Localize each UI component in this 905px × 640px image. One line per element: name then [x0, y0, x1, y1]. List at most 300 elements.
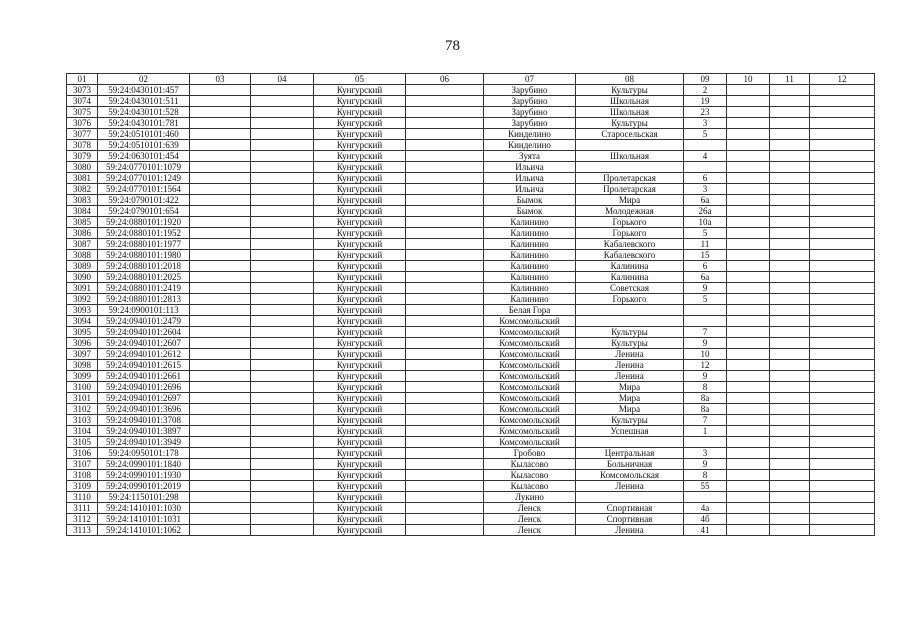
table-cell-col-02: 59:24:0430101:528	[98, 107, 190, 118]
table-row	[67, 459, 875, 470]
table-cell-col-07: Ленск	[484, 514, 576, 525]
table-cell-col-06	[406, 481, 484, 492]
table-cell-col-07: Калинино	[484, 261, 576, 272]
table-cell-col-02: 59:24:1150101:298	[98, 492, 190, 503]
table-cell-col-12	[810, 393, 875, 404]
table-cell-col-05: Кунгурский	[314, 305, 406, 316]
table-cell-col-10	[727, 426, 770, 437]
table-cell-col-05: Кунгурский	[314, 151, 406, 162]
table-cell-col-04	[251, 503, 314, 514]
table-cell-col-07: Комсомольский	[484, 426, 576, 437]
table-row	[67, 184, 875, 195]
table-cell-col-08: Культуры	[576, 415, 684, 426]
table-cell-col-03	[190, 503, 251, 514]
table-cell-col-04	[251, 228, 314, 239]
table-cell-col-10	[727, 448, 770, 459]
table-cell-col-07: Калинино	[484, 283, 576, 294]
table-cell-col-02: 59:24:0940101:3949	[98, 437, 190, 448]
table-cell-col-01: 3096	[67, 338, 98, 349]
table-cell-col-06	[406, 338, 484, 349]
table-cell-col-08: Калинина	[576, 261, 684, 272]
table-cell-col-06	[406, 129, 484, 140]
table-cell-col-01: 3113	[67, 525, 98, 536]
table-cell-col-04	[251, 448, 314, 459]
table-cell-col-11	[770, 327, 810, 338]
table-cell-col-12	[810, 492, 875, 503]
table-cell-col-11	[770, 151, 810, 162]
table-cell-col-09: 19	[684, 96, 727, 107]
table-cell-col-01: 3087	[67, 239, 98, 250]
table-cell-col-12	[810, 338, 875, 349]
table-row	[67, 514, 875, 525]
table-cell-col-09: 8	[684, 382, 727, 393]
table-cell-col-07: Комсомольский	[484, 415, 576, 426]
table-cell-col-12	[810, 184, 875, 195]
table-cell-col-01: 3089	[67, 261, 98, 272]
table-cell-col-04	[251, 305, 314, 316]
table-cell-col-09: 7	[684, 327, 727, 338]
table-cell-col-06	[406, 85, 484, 96]
table-cell-col-09: 4а	[684, 503, 727, 514]
table-cell-col-08	[576, 140, 684, 151]
table-cell-col-11	[770, 459, 810, 470]
column-header-04: 04	[251, 74, 314, 85]
table-cell-col-09: 55	[684, 481, 727, 492]
table-cell-col-03	[190, 305, 251, 316]
table-cell-col-02: 59:24:0990101:1840	[98, 459, 190, 470]
table-cell-col-01: 3074	[67, 96, 98, 107]
table-cell-col-10	[727, 338, 770, 349]
table-cell-col-04	[251, 96, 314, 107]
table-cell-col-02: 59:24:0940101:2479	[98, 316, 190, 327]
table-cell-col-08: Спортивная	[576, 514, 684, 525]
table-cell-col-08: Пролетарская	[576, 184, 684, 195]
table-cell-col-06	[406, 239, 484, 250]
table-cell-col-09: 10а	[684, 217, 727, 228]
table-cell-col-04	[251, 349, 314, 360]
table-cell-col-09: 6а	[684, 272, 727, 283]
table-cell-col-04	[251, 404, 314, 415]
table-cell-col-10	[727, 85, 770, 96]
table-cell-col-03	[190, 140, 251, 151]
table-cell-col-07: Калинино	[484, 250, 576, 261]
table-cell-col-03	[190, 448, 251, 459]
table-cell-col-10	[727, 250, 770, 261]
column-header-05: 05	[314, 74, 406, 85]
table-cell-col-01: 3104	[67, 426, 98, 437]
table-row	[67, 371, 875, 382]
table-cell-col-09: 2	[684, 85, 727, 96]
table-cell-col-03	[190, 195, 251, 206]
table-cell-col-05: Кунгурский	[314, 118, 406, 129]
table-cell-col-06	[406, 283, 484, 294]
table-cell-col-03	[190, 96, 251, 107]
table-cell-col-06	[406, 250, 484, 261]
table-cell-col-05: Кунгурский	[314, 393, 406, 404]
table-cell-col-12	[810, 107, 875, 118]
table-cell-col-11	[770, 360, 810, 371]
table-cell-col-03	[190, 481, 251, 492]
table-cell-col-04	[251, 250, 314, 261]
table-cell-col-09	[684, 162, 727, 173]
table-cell-col-08: Ленина	[576, 525, 684, 536]
table-cell-col-07: Ильича	[484, 173, 576, 184]
table-cell-col-08: Пролетарская	[576, 173, 684, 184]
table-cell-col-03	[190, 437, 251, 448]
table-cell-col-03	[190, 459, 251, 470]
table-row	[67, 195, 875, 206]
table-cell-col-07: Калинино	[484, 228, 576, 239]
table-cell-col-04	[251, 140, 314, 151]
table-cell-col-09: 8а	[684, 404, 727, 415]
table-cell-col-03	[190, 327, 251, 338]
table-cell-col-11	[770, 239, 810, 250]
table-cell-col-10	[727, 514, 770, 525]
table-cell-col-07: Комсомольский	[484, 338, 576, 349]
table-cell-col-01: 3111	[67, 503, 98, 514]
table-cell-col-09: 3	[684, 448, 727, 459]
table-cell-col-10	[727, 470, 770, 481]
table-cell-col-03	[190, 426, 251, 437]
table-cell-col-08: Горького	[576, 217, 684, 228]
table-cell-col-12	[810, 195, 875, 206]
table-cell-col-02: 59:24:1410101:1031	[98, 514, 190, 525]
table-cell-col-10	[727, 162, 770, 173]
table-cell-col-04	[251, 162, 314, 173]
table-cell-col-04	[251, 217, 314, 228]
table-cell-col-06	[406, 492, 484, 503]
table-cell-col-11	[770, 470, 810, 481]
table-cell-col-04	[251, 261, 314, 272]
table-row	[67, 481, 875, 492]
table-cell-col-03	[190, 492, 251, 503]
table-cell-col-04	[251, 107, 314, 118]
table-cell-col-05: Кунгурский	[314, 382, 406, 393]
table-cell-col-11	[770, 294, 810, 305]
table-cell-col-08	[576, 316, 684, 327]
table-cell-col-12	[810, 272, 875, 283]
table-cell-col-04	[251, 151, 314, 162]
table-cell-col-04	[251, 316, 314, 327]
table-cell-col-01: 3098	[67, 360, 98, 371]
table-cell-col-04	[251, 492, 314, 503]
table-cell-col-06	[406, 404, 484, 415]
table-cell-col-05: Кунгурский	[314, 184, 406, 195]
table-cell-col-08	[576, 162, 684, 173]
table-cell-col-08: Горького	[576, 228, 684, 239]
table-cell-col-05: Кунгурский	[314, 525, 406, 536]
table-cell-col-05: Кунгурский	[314, 217, 406, 228]
table-cell-col-04	[251, 514, 314, 525]
table-cell-col-08: Кабалевского	[576, 250, 684, 261]
table-cell-col-07: Комсомольский	[484, 316, 576, 327]
table-cell-col-09: 9	[684, 371, 727, 382]
table-cell-col-06	[406, 437, 484, 448]
table-cell-col-10	[727, 349, 770, 360]
table-cell-col-05: Кунгурский	[314, 206, 406, 217]
table-cell-col-02: 59:24:0880101:2025	[98, 272, 190, 283]
table-cell-col-05: Кунгурский	[314, 437, 406, 448]
table-row	[67, 107, 875, 118]
table-cell-col-12	[810, 525, 875, 536]
table-cell-col-10	[727, 118, 770, 129]
table-cell-col-12	[810, 239, 875, 250]
table-cell-col-05: Кунгурский	[314, 514, 406, 525]
table-row	[67, 338, 875, 349]
table-cell-col-03	[190, 349, 251, 360]
table-cell-col-08: Успешная	[576, 426, 684, 437]
table-cell-col-05: Кунгурский	[314, 96, 406, 107]
table-cell-col-11	[770, 382, 810, 393]
table-cell-col-03	[190, 393, 251, 404]
table-cell-col-08: Ленина	[576, 360, 684, 371]
table-cell-col-11	[770, 525, 810, 536]
table-cell-col-09: 9	[684, 338, 727, 349]
table-cell-col-02: 59:24:0880101:2018	[98, 261, 190, 272]
table-cell-col-03	[190, 382, 251, 393]
table-cell-col-11	[770, 305, 810, 316]
table-cell-col-05: Кунгурский	[314, 426, 406, 437]
table-cell-col-05: Кунгурский	[314, 349, 406, 360]
table-cell-col-12	[810, 85, 875, 96]
table-cell-col-11	[770, 415, 810, 426]
table-cell-col-03	[190, 151, 251, 162]
table-cell-col-06	[406, 228, 484, 239]
table-cell-col-04	[251, 85, 314, 96]
table-row	[67, 426, 875, 437]
table-cell-col-04	[251, 393, 314, 404]
table-cell-col-05: Кунгурский	[314, 492, 406, 503]
table-cell-col-09: 8	[684, 470, 727, 481]
table-cell-col-09: 11	[684, 239, 727, 250]
table-cell-col-10	[727, 503, 770, 514]
table-cell-col-09: 15	[684, 250, 727, 261]
table-cell-col-01: 3090	[67, 272, 98, 283]
table-cell-col-04	[251, 184, 314, 195]
table-cell-col-01: 3085	[67, 217, 98, 228]
table-cell-col-06	[406, 393, 484, 404]
table-cell-col-12	[810, 437, 875, 448]
table-cell-col-08: Ленина	[576, 349, 684, 360]
table-cell-col-10	[727, 140, 770, 151]
table-cell-col-08: Культуры	[576, 338, 684, 349]
table-cell-col-09: 10	[684, 349, 727, 360]
table-cell-col-09: 6	[684, 261, 727, 272]
table-cell-col-08: Культуры	[576, 118, 684, 129]
table-cell-col-10	[727, 151, 770, 162]
table-cell-col-03	[190, 261, 251, 272]
table-row	[67, 151, 875, 162]
table-cell-col-11	[770, 272, 810, 283]
table-cell-col-03	[190, 228, 251, 239]
table-cell-col-12	[810, 514, 875, 525]
table-cell-col-07: Зарубино	[484, 107, 576, 118]
table-row	[67, 85, 875, 96]
table-cell-col-07: Калинино	[484, 239, 576, 250]
table-cell-col-10	[727, 261, 770, 272]
table-row	[67, 261, 875, 272]
table-cell-col-09: 5	[684, 294, 727, 305]
table-cell-col-04	[251, 481, 314, 492]
table-cell-col-02: 59:24:0880101:1980	[98, 250, 190, 261]
table-cell-col-05: Кунгурский	[314, 360, 406, 371]
table-cell-col-02: 59:24:0430101:781	[98, 118, 190, 129]
table-cell-col-04	[251, 173, 314, 184]
table-cell-col-05: Кунгурский	[314, 140, 406, 151]
table-row	[67, 305, 875, 316]
table-cell-col-05: Кунгурский	[314, 173, 406, 184]
table-cell-col-03	[190, 118, 251, 129]
table-cell-col-12	[810, 261, 875, 272]
table-cell-col-08: Школьная	[576, 96, 684, 107]
table-row	[67, 327, 875, 338]
table-cell-col-06	[406, 118, 484, 129]
table-cell-col-10	[727, 283, 770, 294]
table-cell-col-12	[810, 382, 875, 393]
table-row	[67, 503, 875, 514]
table-cell-col-06	[406, 316, 484, 327]
table-cell-col-07: Зуята	[484, 151, 576, 162]
table-cell-col-06	[406, 217, 484, 228]
table-cell-col-12	[810, 294, 875, 305]
table-cell-col-07: Бымок	[484, 206, 576, 217]
table-cell-col-01: 3103	[67, 415, 98, 426]
table-cell-col-02: 59:24:0940101:2696	[98, 382, 190, 393]
table-cell-col-11	[770, 184, 810, 195]
table-cell-col-06	[406, 162, 484, 173]
table-cell-col-12	[810, 305, 875, 316]
table-cell-col-08: Спортивная	[576, 503, 684, 514]
table-cell-col-11	[770, 107, 810, 118]
table-cell-col-03	[190, 217, 251, 228]
table-cell-col-10	[727, 382, 770, 393]
table-row	[67, 349, 875, 360]
table-cell-col-02: 59:24:0880101:2419	[98, 283, 190, 294]
table-row	[67, 173, 875, 184]
table-cell-col-07: Белая Гора	[484, 305, 576, 316]
table-cell-col-10	[727, 195, 770, 206]
table-cell-col-10	[727, 393, 770, 404]
table-cell-col-06	[406, 305, 484, 316]
table-cell-col-02: 59:24:0630101:454	[98, 151, 190, 162]
table-cell-col-05: Кунгурский	[314, 371, 406, 382]
table-row	[67, 250, 875, 261]
table-cell-col-02: 59:24:0770101:1079	[98, 162, 190, 173]
table-cell-col-04	[251, 283, 314, 294]
table-cell-col-04	[251, 129, 314, 140]
table-cell-col-12	[810, 217, 875, 228]
table-cell-col-11	[770, 228, 810, 239]
table-cell-col-01: 3092	[67, 294, 98, 305]
table-cell-col-06	[406, 294, 484, 305]
table-cell-col-05: Кунгурский	[314, 294, 406, 305]
table-cell-col-07: Комсомольский	[484, 393, 576, 404]
table-cell-col-11	[770, 393, 810, 404]
table-cell-col-06	[406, 107, 484, 118]
table-cell-col-01: 3091	[67, 283, 98, 294]
table-cell-col-01: 3073	[67, 85, 98, 96]
table-cell-col-01: 3078	[67, 140, 98, 151]
table-cell-col-03	[190, 107, 251, 118]
column-header-10: 10	[727, 74, 770, 85]
table-cell-col-09: 6	[684, 173, 727, 184]
table-cell-col-02: 59:24:0940101:2661	[98, 371, 190, 382]
table-cell-col-06	[406, 272, 484, 283]
table-cell-col-11	[770, 437, 810, 448]
table-row	[67, 206, 875, 217]
table-cell-col-12	[810, 151, 875, 162]
table-cell-col-10	[727, 316, 770, 327]
table-row	[67, 217, 875, 228]
table-cell-col-10	[727, 107, 770, 118]
table-row	[67, 129, 875, 140]
table-cell-col-08: Школьная	[576, 151, 684, 162]
table-cell-col-10	[727, 404, 770, 415]
table-cell-col-07: Ильича	[484, 162, 576, 173]
table-cell-col-09: 4б	[684, 514, 727, 525]
table-cell-col-10	[727, 360, 770, 371]
table-cell-col-08: Больничная	[576, 459, 684, 470]
table-cell-col-01: 3099	[67, 371, 98, 382]
table-cell-col-03	[190, 206, 251, 217]
table-cell-col-01: 3084	[67, 206, 98, 217]
table-cell-col-06	[406, 195, 484, 206]
table-cell-col-01: 3110	[67, 492, 98, 503]
table-row	[67, 448, 875, 459]
table-cell-col-09	[684, 492, 727, 503]
table-cell-col-04	[251, 239, 314, 250]
table-cell-col-01: 3101	[67, 393, 98, 404]
table-cell-col-02: 59:24:0880101:2813	[98, 294, 190, 305]
table-cell-col-01: 3080	[67, 162, 98, 173]
table-cell-col-07: Зарубино	[484, 85, 576, 96]
table-cell-col-08: Комсомольская	[576, 470, 684, 481]
table-row	[67, 140, 875, 151]
table-cell-col-06	[406, 470, 484, 481]
table-row	[67, 404, 875, 415]
table-cell-col-09: 12	[684, 360, 727, 371]
table-cell-col-09: 9	[684, 283, 727, 294]
table-cell-col-08	[576, 305, 684, 316]
table-cell-col-05: Кунгурский	[314, 481, 406, 492]
column-header-11: 11	[770, 74, 810, 85]
table-cell-col-06	[406, 459, 484, 470]
table-cell-col-05: Кунгурский	[314, 415, 406, 426]
table-cell-col-08: Культуры	[576, 327, 684, 338]
table-cell-col-02: 59:24:0940101:2612	[98, 349, 190, 360]
table-cell-col-10	[727, 173, 770, 184]
table-row	[67, 492, 875, 503]
column-header-02: 02	[98, 74, 190, 85]
table-cell-col-05: Кунгурский	[314, 250, 406, 261]
table-cell-col-09	[684, 140, 727, 151]
table-cell-col-07: Кинделино	[484, 140, 576, 151]
table-cell-col-11	[770, 129, 810, 140]
table-cell-col-10	[727, 129, 770, 140]
table-cell-col-02: 59:24:0770101:1249	[98, 173, 190, 184]
table-cell-col-07: Комсомольский	[484, 360, 576, 371]
table-cell-col-11	[770, 371, 810, 382]
table-cell-col-12	[810, 162, 875, 173]
table-cell-col-12	[810, 470, 875, 481]
table-cell-col-01: 3102	[67, 404, 98, 415]
table-cell-col-02: 59:24:1410101:1062	[98, 525, 190, 536]
table-cell-col-07: Калинино	[484, 217, 576, 228]
table-cell-col-04	[251, 426, 314, 437]
table-cell-col-03	[190, 85, 251, 96]
table-cell-col-02: 59:24:0950101:178	[98, 448, 190, 459]
table-cell-col-11	[770, 85, 810, 96]
